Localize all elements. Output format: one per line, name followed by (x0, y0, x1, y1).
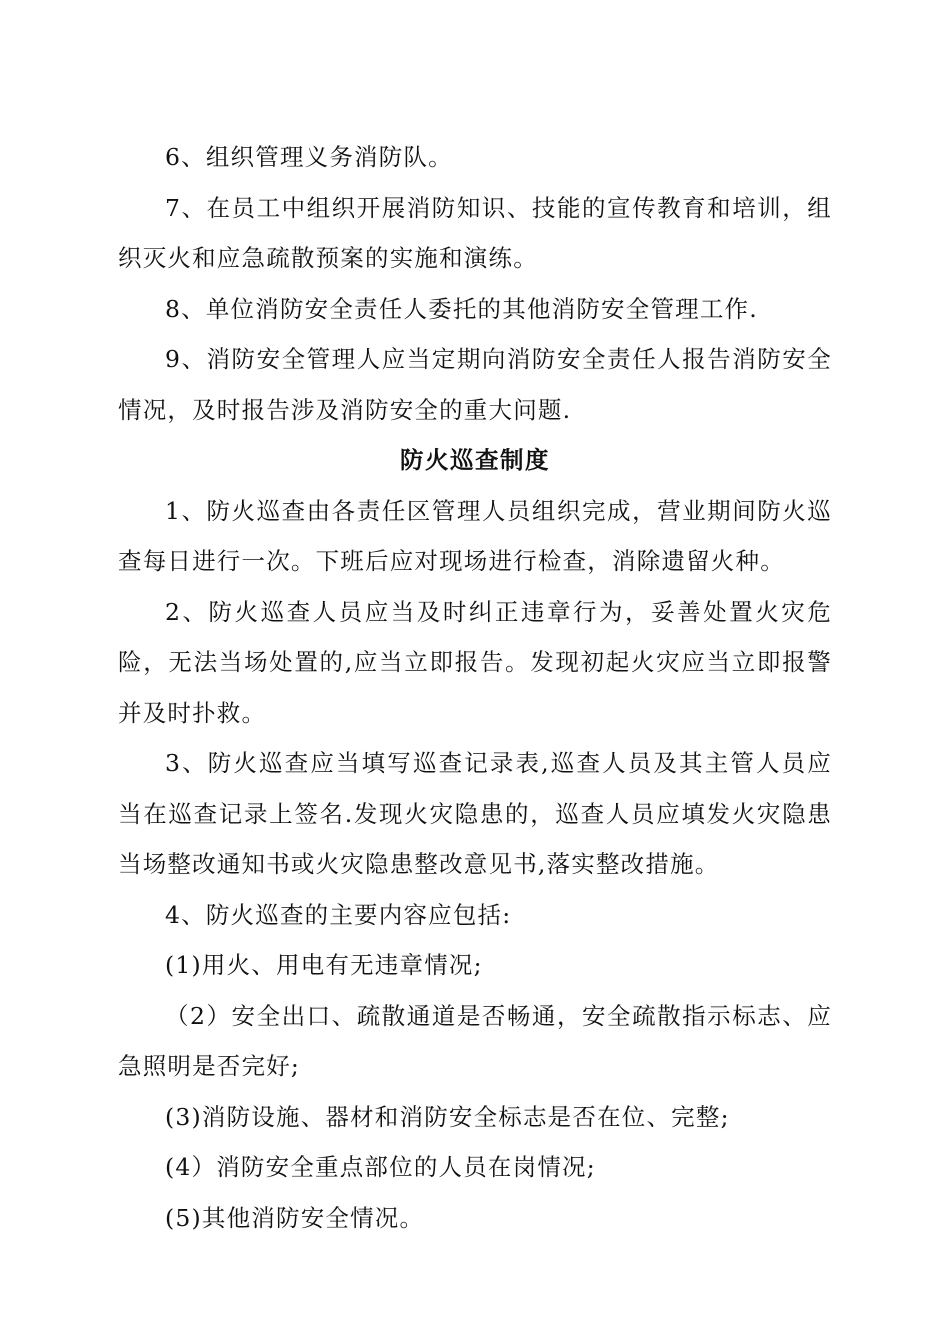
section-paragraph-2: 2、防火巡查人员应当及时纠正违章行为，妥善处置火灾危险，无法当场处置的,应当立即报告。发现初起火灾应当立即报警并及时扑救。 (118, 597, 832, 727)
paragraph-item-9: 9、消防安全管理人应当定期向消防安全责任人报告消防安全情况，及时报告涉及消防安全的重大问题. (118, 345, 832, 424)
paragraph-item-8: 8、单位消防安全责任人委托的其他消防安全管理工作. (165, 294, 758, 323)
section-paragraph-3: 3、防火巡查应当填写巡查记录表,巡查人员及其主管人员应当在巡查记录上签名.发现火灾隐患的，巡查人员应填发火灾隐患当场整改通知书或火灾隐患整改意见书,落实整改措施。 (118, 749, 832, 878)
section-title: 防火巡查制度 (400, 446, 550, 474)
document-body (118, 132, 832, 1243)
paragraph-item-7: 7、在员工中组织开展消防知识、技能的宣传教育和培训，组织灭火和应急疏散预案的实施和演练。 (118, 193, 832, 272)
section-paragraph-1: 1、防火巡查由各责任区管理人员组织完成，营业期间防火巡查每日进行一次。下班后应对现场进行检查，消除遗留火种。 (118, 496, 832, 575)
inspection-item-3: (3)消防设施、器材和消防安全标志是否在位、完整; (165, 1102, 730, 1131)
section-paragraph-4: 4、防火巡查的主要内容应包括: (165, 900, 512, 929)
paragraph-item-6: 6、组织管理义务消防队。 (165, 143, 453, 171)
inspection-item-5: (5)其他消防安全情况。 (165, 1203, 425, 1232)
inspection-item-2: （2）安全出口、疏散通道是否畅通，安全疏散指示标志、应急照明是否完好; (118, 1001, 832, 1080)
inspection-item-1: (1)用火、用电有无违章情况; (165, 951, 483, 979)
inspection-item-4: (4）消防安全重点部位的人员在岗情况; (165, 1153, 596, 1181)
